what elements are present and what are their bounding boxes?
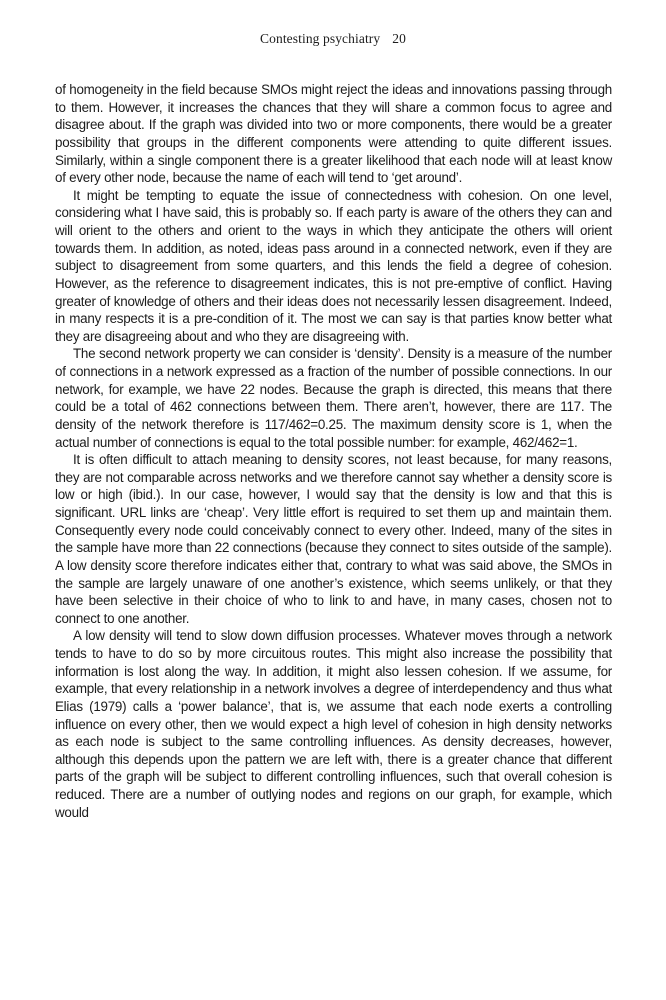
page-number: 20 [392,31,406,46]
paragraph-connectedness: It might be tempting to equate the issue of connectedness with cohesion. On one level, considering what I have said, this is probably so. If each party is aware of the others they can and will orient to the others and orient to the ways in which they anticipate the others will orient towards them. In addition, as noted, ideas pass around in a connected network, even if they are subject to disagreement from some quarters, and this lends the field a degree of cohesion. However, as the reference to disagreement indicates, this is not pre-emptive of conflict. Having greater of knowledge of others and their ideas does not necessarily lessen disagreement. Indeed, in many respects it is a pre-condition of it. The most we can say is that parties know better what they are disagreeing about and who they are disagreeing with. [55,187,612,344]
body-text [55,81,612,821]
paragraph-continued: of homogeneity in the field because SMOs might reject the ideas and innovations passing through to them. However, it increases the chances that they will share a common focus to agree and disagree about. If the graph was divided into two or more components, there would be a greater possibility that groups in the different components were attending to quite different issues. Similarly, within a single component there is a greater likelihood that each node will at least know of every other node, because the name of each will tend to ‘get around’. [55,82,612,186]
running-head-title: Contesting psychiatry [260,31,381,46]
running-head [0,31,666,47]
paragraph-low-density: A low density will tend to slow down diffusion processes. Whatever moves through a network tends to have to do so by more circuitous routes. This might also increase the possibility that information is lost along the way. In addition, it might also lessen cohesion. If we assume, for example, that every relationship in a network involves a degree of interdependency and thus what Elias (1979) calls a ‘power balance’, that is, we assume that each node exerts a controlling influence on every other, then we would expect a high level of cohesion in high density networks as each node is subject to the same controlling influences. As density decreases, however, although this depends upon the pattern we are left with, there is a greater chance that different parts of the graph will be subject to different controlling influences, such that overall cohesion is reduced. There are a number of outlying nodes and regions on our graph, for example, which would [55,628,612,820]
paragraph-density-meaning: It is often difficult to attach meaning to density scores, not least because, for many reasons, they are not comparable across networks and we therefore cannot say whether a density score is low or high (ibid.). In our case, however, I would say that the density is low and that this is significant. URL links are ‘cheap’. Very little effort is required to set them up and maintain them. Consequently every node could conceivably connect to every other. Indeed, many of the sites in the sample have more than 22 connections (because they connect to sites outside of the sample). A low density score therefore indicates either that, contrary to what was said above, the SMOs in the sample are largely unaware of one another’s existence, which seems unlikely, or that they have been selective in their choice of who to link to and have, in many cases, chosen not to connect to one another. [55,452,612,626]
paragraph-density-definition: The second network property we can consider is ‘density’. Density is a measure of the number of connections in a network expressed as a fraction of the number of possible connections. In our network, for example, we have 22 nodes. Because the graph is directed, this means that there could be a total of 462 connections between them. There aren’t, however, there are 117. The density of the network therefore is 117/462=0.25. The maximum density score is 1, when the actual number of connections is equal to the total possible number: for example, 462/462=1. [55,346,612,450]
